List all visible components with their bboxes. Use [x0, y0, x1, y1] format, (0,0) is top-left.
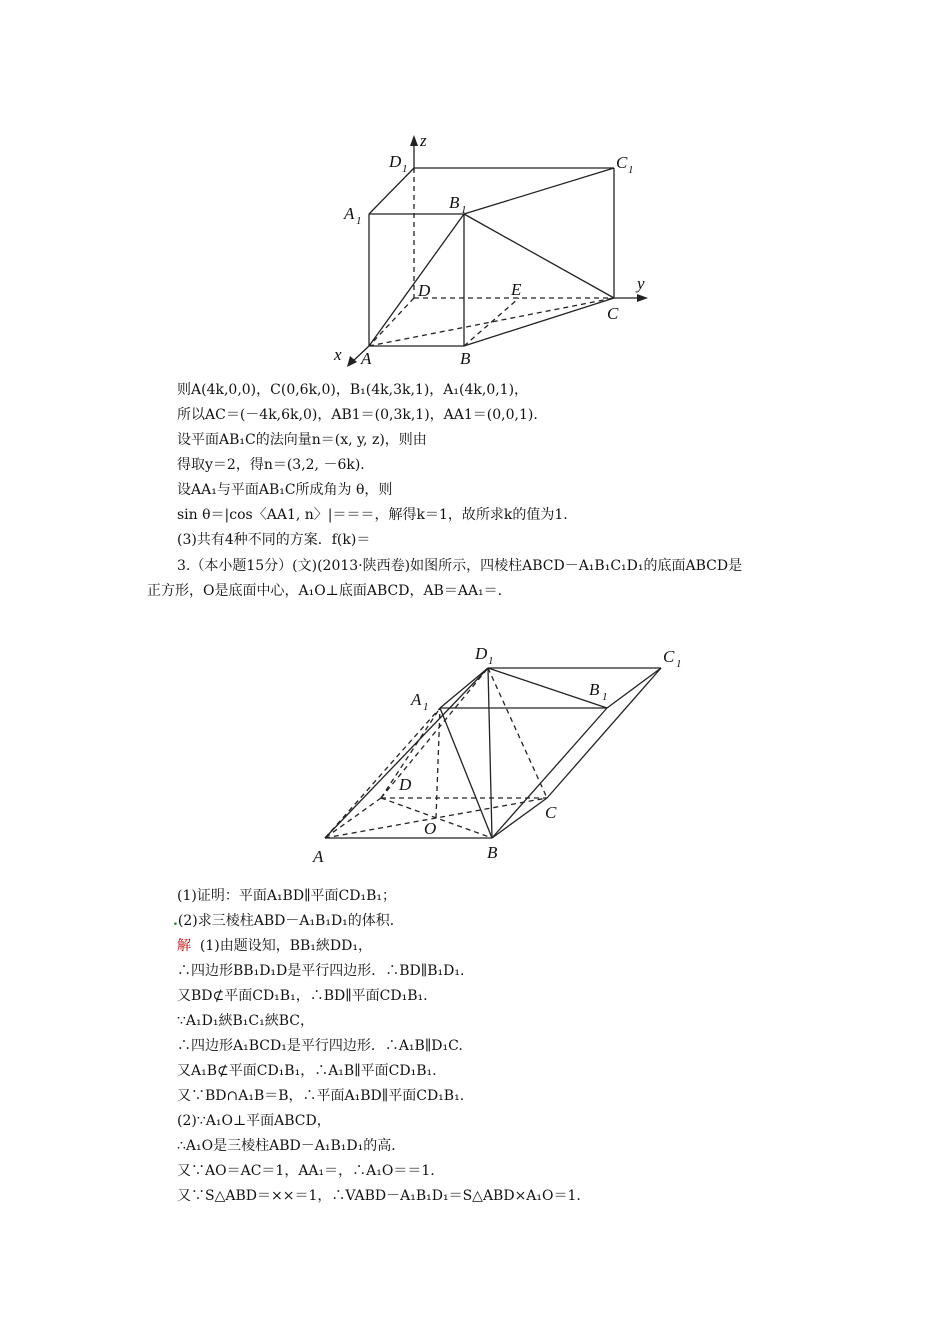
figure-prism	[310, 630, 690, 870]
solution-label: 解	[177, 938, 191, 954]
label-d: D	[399, 775, 412, 794]
label-c1-sub: 1	[676, 658, 682, 670]
solution-start	[177, 937, 372, 955]
label-c1: C	[616, 153, 628, 172]
label-a1: A	[411, 690, 422, 709]
label-a: A	[361, 349, 372, 368]
label-b1-sub: 1	[602, 691, 608, 703]
label-b1: B	[589, 680, 600, 699]
label-b1: B	[449, 193, 460, 212]
label-d1-sub: 1	[402, 163, 408, 175]
question-2	[173, 912, 404, 930]
solution-first-line: (1)由题设知，BB₁綊DD₁，	[191, 938, 372, 954]
label-d1: D	[389, 152, 402, 171]
label-a1: A	[344, 204, 355, 223]
label-x: x	[334, 345, 342, 364]
text-line: 设平面AB₁C的法向量n＝(x, y, z)，则由	[177, 432, 427, 448]
label-d1: D	[475, 644, 488, 663]
label-y: y	[637, 274, 645, 293]
label-d1-sub: 1	[488, 655, 494, 667]
label-b: B	[460, 349, 471, 368]
text-line: 得取y＝2，得n＝(3,2, －6k).	[177, 457, 365, 473]
green-mark: .	[173, 913, 178, 929]
label-c1-sub: 1	[628, 164, 634, 176]
solution-line: ∴四边形A₁BCD₁是平行四边形．∴A₁B∥D₁C.	[177, 1038, 463, 1054]
text-line: sin θ＝|cos〈AA1, n〉|＝＝＝，解得k＝1，故所求k的值为1.	[177, 507, 568, 523]
text-line: 则A(4k,0,0)，C(0,6k,0)，B₁(4k,3k,1)，A₁(4k,0,1)，	[177, 382, 529, 398]
solution-line: 又∵AO＝AC＝1，AA₁＝，∴A₁O＝＝1.	[177, 1163, 435, 1179]
question-2-text: (2)求三棱柱ABD－A₁B₁D₁的体积．	[177, 913, 404, 929]
label-z: z	[420, 131, 427, 150]
label-o: O	[424, 819, 437, 838]
label-d: D	[418, 281, 431, 300]
text-line: (3)共有4种不同的方案．f(k)＝	[177, 532, 371, 548]
label-b: B	[487, 843, 498, 862]
label-c: C	[545, 803, 557, 822]
label-c1: C	[663, 647, 675, 666]
label-c: C	[607, 304, 619, 323]
problem-statement: 正方形，O是底面中心，A₁O⊥底面ABCD，AB＝AA₁＝.	[147, 583, 503, 599]
text-line: 所以AC＝(－4k,6k,0)，AB1＝(0,3k,1)，AA1＝(0,0,1).	[177, 407, 538, 423]
text-line: 设AA₁与平面AB₁C所成角为 θ，则	[177, 482, 393, 498]
question-1: (1)证明：平面A₁BD∥平面CD₁B₁；	[177, 888, 396, 904]
label-a1-sub: 1	[423, 701, 429, 713]
solution-line: ∵A₁D₁綊B₁C₁綊BC，	[177, 1013, 314, 1029]
label-a: A	[313, 847, 324, 866]
solution-line: 又∵BD∩A₁B＝B，∴平面A₁BD∥平面CD₁B₁.	[177, 1088, 465, 1104]
label-a1-sub: 1	[356, 215, 362, 227]
solution-line: 又A₁B⊄平面CD₁B₁，∴A₁B∥平面CD₁B₁.	[177, 1063, 437, 1079]
label-b1-sub: 1	[461, 204, 467, 216]
solution-line: (2)∵A₁O⊥平面ABCD，	[177, 1113, 331, 1129]
problem-statement: 3.（本小题15分）(文)(2013·陕西卷)如图所示，四棱柱ABCD－A₁B₁C₁D₁的底面ABCD是	[177, 558, 743, 574]
solution-line: 又BD⊄平面CD₁B₁，∴BD∥平面CD₁B₁.	[177, 988, 428, 1004]
figure-cuboid	[330, 130, 660, 375]
solution-line: ∴A₁O是三棱柱ABD－A₁B₁D₁的高．	[177, 1138, 406, 1154]
label-e: E	[511, 280, 522, 299]
solution-line: 又∵S△ABD＝××＝1，∴VABD－A₁B₁D₁＝S△ABD×A₁O＝1.	[177, 1188, 581, 1204]
solution-line: ∴四边形BB₁D₁D是平行四边形．∴BD∥B₁D₁.	[177, 963, 465, 979]
